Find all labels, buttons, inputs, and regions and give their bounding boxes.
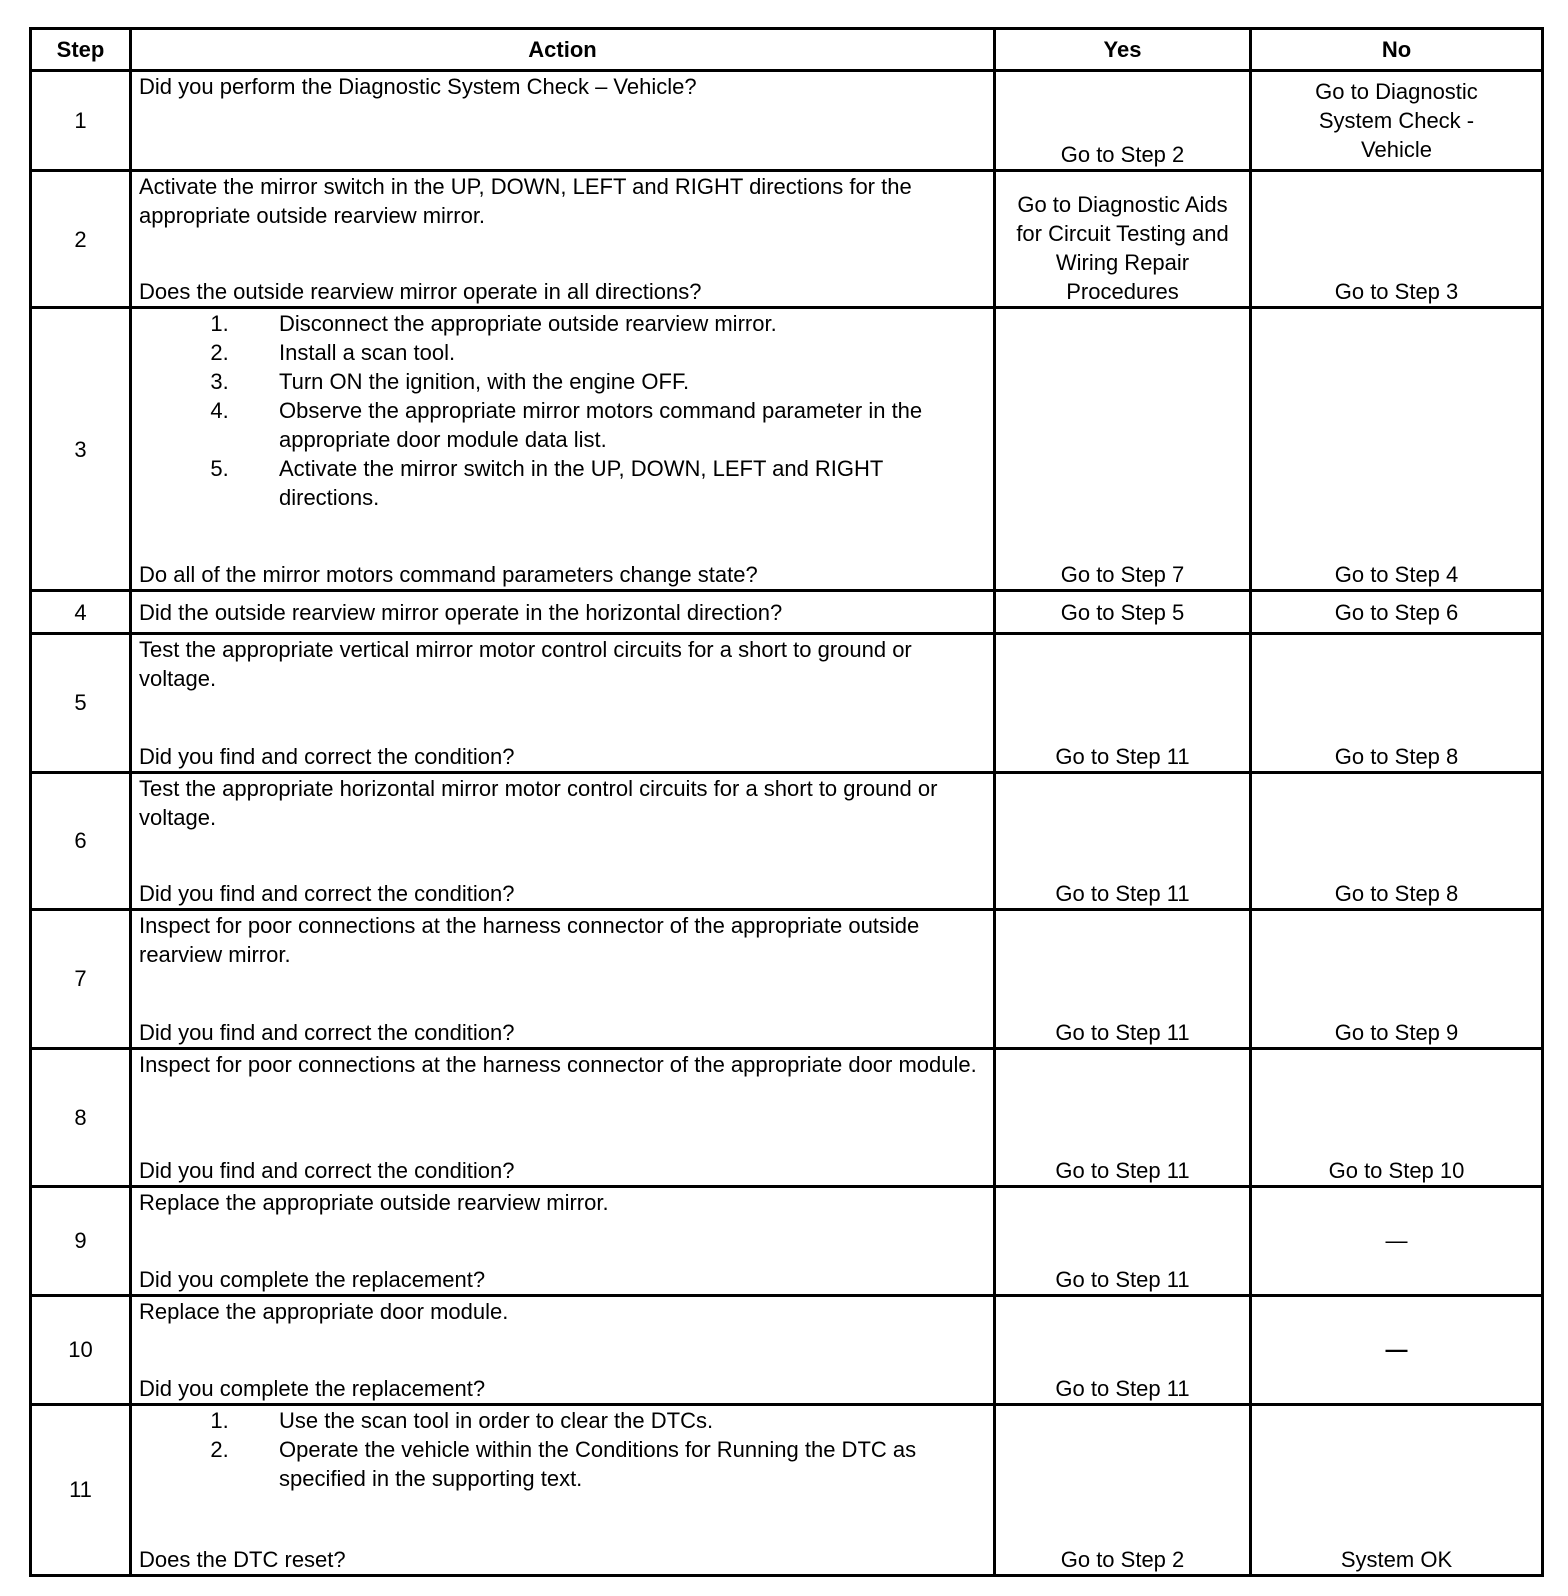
- step-number: 4: [31, 591, 131, 634]
- no-cell: [1251, 308, 1543, 591]
- yes-result: Go to Step 11: [1055, 743, 1190, 769]
- yes-cell: [995, 910, 1251, 1048]
- substep-item: 2. Operate the vehicle within the Conditions for Running the DTC as specified in the supporting text.: [241, 1435, 986, 1493]
- action-text: Replace the appropriate outside rearview mirror.: [139, 1189, 609, 1215]
- yes-cell: [995, 170, 1251, 307]
- action-question: Does the outside rearview mirror operate in all directions?: [139, 279, 702, 305]
- table-row: [31, 1295, 1543, 1404]
- no-result: —: [1385, 1337, 1408, 1363]
- no-cell: [1251, 1404, 1543, 1575]
- no-result: Go to Step 10: [1328, 1157, 1465, 1183]
- no-result: Go to Step 8: [1334, 881, 1459, 907]
- table-row: [31, 1404, 1543, 1575]
- yes-result: Go to Step 11: [1055, 1266, 1190, 1292]
- substep-list: [139, 1406, 986, 1493]
- yes-result: Go to Diagnostic Aids for Circuit Testing and Wiring Repair Procedures: [1016, 192, 1229, 305]
- yes-cell: [995, 1295, 1251, 1404]
- action-question: Did you find and correct the condition?: [139, 1019, 515, 1045]
- yes-cell: [995, 1186, 1251, 1295]
- no-result: Go to Step 8: [1334, 743, 1459, 769]
- no-result: Go to Step 9: [1334, 1019, 1459, 1045]
- action-text: Replace the appropriate door module.: [139, 1298, 509, 1324]
- action-question: Does the DTC reset?: [139, 1547, 346, 1572]
- action-question: Did you complete the replacement?: [139, 1375, 486, 1401]
- yes-result: Go to Step 11: [1055, 1375, 1190, 1401]
- no-result: System OK: [1340, 1547, 1453, 1572]
- yes-result: Go to Step 11: [1055, 1019, 1190, 1045]
- yes-result: Go to Step 2: [1060, 1547, 1185, 1572]
- substep-item: 5. Activate the mirror switch in the UP, DOWN, LEFT and RIGHT directions.: [241, 454, 986, 512]
- no-result: Go to Step 4: [1334, 562, 1459, 588]
- table-row: [31, 1048, 1543, 1186]
- table-row: [31, 772, 1543, 909]
- step-number: 1: [31, 71, 131, 171]
- no-result: Go to Diagnostic System Check - Vehicle: [1315, 78, 1478, 162]
- yes-cell: [995, 308, 1251, 591]
- table-row: [31, 1186, 1543, 1295]
- header-no: No: [1251, 29, 1543, 71]
- action-cell: [131, 1048, 995, 1186]
- action-cell: [131, 1404, 995, 1575]
- yes-result: Go to Step 11: [1055, 1157, 1190, 1183]
- action-cell: [131, 1186, 995, 1295]
- yes-result: Go to Step 11: [1055, 881, 1190, 907]
- action-cell: [131, 71, 995, 171]
- no-cell: [1251, 772, 1543, 909]
- substep-item: 1. Disconnect the appropriate outside rearview mirror.: [241, 309, 986, 338]
- action-cell: [131, 308, 995, 591]
- diagnostic-table: [29, 27, 1544, 1577]
- action-text: Test the appropriate horizontal mirror motor control circuits for a short to ground or voltage.: [139, 775, 938, 830]
- no-cell: [1251, 1048, 1543, 1186]
- table-row: [31, 634, 1543, 772]
- action-text: Test the appropriate vertical mirror motor control circuits for a short to ground or voltage.: [139, 637, 912, 692]
- action-text: Did you perform the Diagnostic System Check – Vehicle?: [139, 74, 697, 99]
- no-cell: [1251, 1186, 1543, 1295]
- action-cell: [131, 634, 995, 772]
- step-number: 7: [31, 910, 131, 1048]
- action-cell: [131, 170, 995, 307]
- step-number: 9: [31, 1186, 131, 1295]
- yes-result: Go to Step 5: [1060, 599, 1185, 625]
- table-row: [31, 170, 1543, 307]
- no-cell: [1251, 634, 1543, 772]
- no-cell: [1251, 591, 1543, 634]
- header-action: Action: [131, 29, 995, 71]
- yes-cell: [995, 772, 1251, 909]
- no-result: —: [1385, 1228, 1408, 1254]
- action-text: Did the outside rearview mirror operate in the horizontal direction?: [139, 599, 783, 625]
- substep-item: 2. Install a scan tool.: [241, 338, 986, 367]
- yes-cell: [995, 634, 1251, 772]
- yes-cell: [995, 591, 1251, 634]
- no-result: Go to Step 6: [1334, 599, 1459, 625]
- action-question: Did you find and correct the condition?: [139, 1157, 515, 1183]
- no-result: Go to Step 3: [1334, 279, 1459, 305]
- action-text: Inspect for poor connections at the harness connector of the appropriate outside rearview mirror.: [139, 913, 920, 968]
- action-cell: [131, 772, 995, 909]
- header-step: Step: [31, 29, 131, 71]
- table-row: [31, 910, 1543, 1048]
- substep-item: 3. Turn ON the ignition, with the engine OFF.: [241, 367, 986, 396]
- table-row: [31, 71, 1543, 171]
- step-number: 5: [31, 634, 131, 772]
- action-text: Inspect for poor connections at the harness connector of the appropriate door module.: [139, 1051, 977, 1077]
- yes-cell: [995, 1404, 1251, 1575]
- step-number: 2: [31, 170, 131, 307]
- step-number: 3: [31, 308, 131, 591]
- step-number: 10: [31, 1295, 131, 1404]
- yes-result: Go to Step 2: [1060, 141, 1185, 167]
- no-cell: [1251, 71, 1543, 171]
- substep-item: 1. Use the scan tool in order to clear the DTCs.: [241, 1406, 986, 1435]
- substep-item: 4. Observe the appropriate mirror motors command parameter in the appropriate door module data list.: [241, 396, 986, 454]
- action-cell: [131, 910, 995, 1048]
- table-row: [31, 308, 1543, 591]
- step-number: 8: [31, 1048, 131, 1186]
- header-yes: Yes: [995, 29, 1251, 71]
- table-row: [31, 591, 1543, 634]
- action-question: Did you find and correct the condition?: [139, 743, 515, 769]
- yes-cell: [995, 1048, 1251, 1186]
- action-question: Do all of the mirror motors command parameters change state?: [139, 562, 758, 588]
- step-number: 6: [31, 772, 131, 909]
- no-cell: [1251, 170, 1543, 307]
- step-number: 11: [31, 1404, 131, 1575]
- yes-result: Go to Step 7: [1060, 562, 1185, 588]
- substep-list: [139, 309, 986, 512]
- action-question: Did you complete the replacement?: [139, 1266, 486, 1292]
- yes-cell: [995, 71, 1251, 171]
- header-row: [31, 29, 1543, 71]
- action-text: Activate the mirror switch in the UP, DOWN, LEFT and RIGHT directions for the appropriate outside rearview mirror.: [139, 173, 912, 228]
- action-cell: [131, 591, 995, 634]
- no-cell: [1251, 1295, 1543, 1404]
- no-cell: [1251, 910, 1543, 1048]
- action-question: Did you find and correct the condition?: [139, 881, 515, 907]
- action-cell: [131, 1295, 995, 1404]
